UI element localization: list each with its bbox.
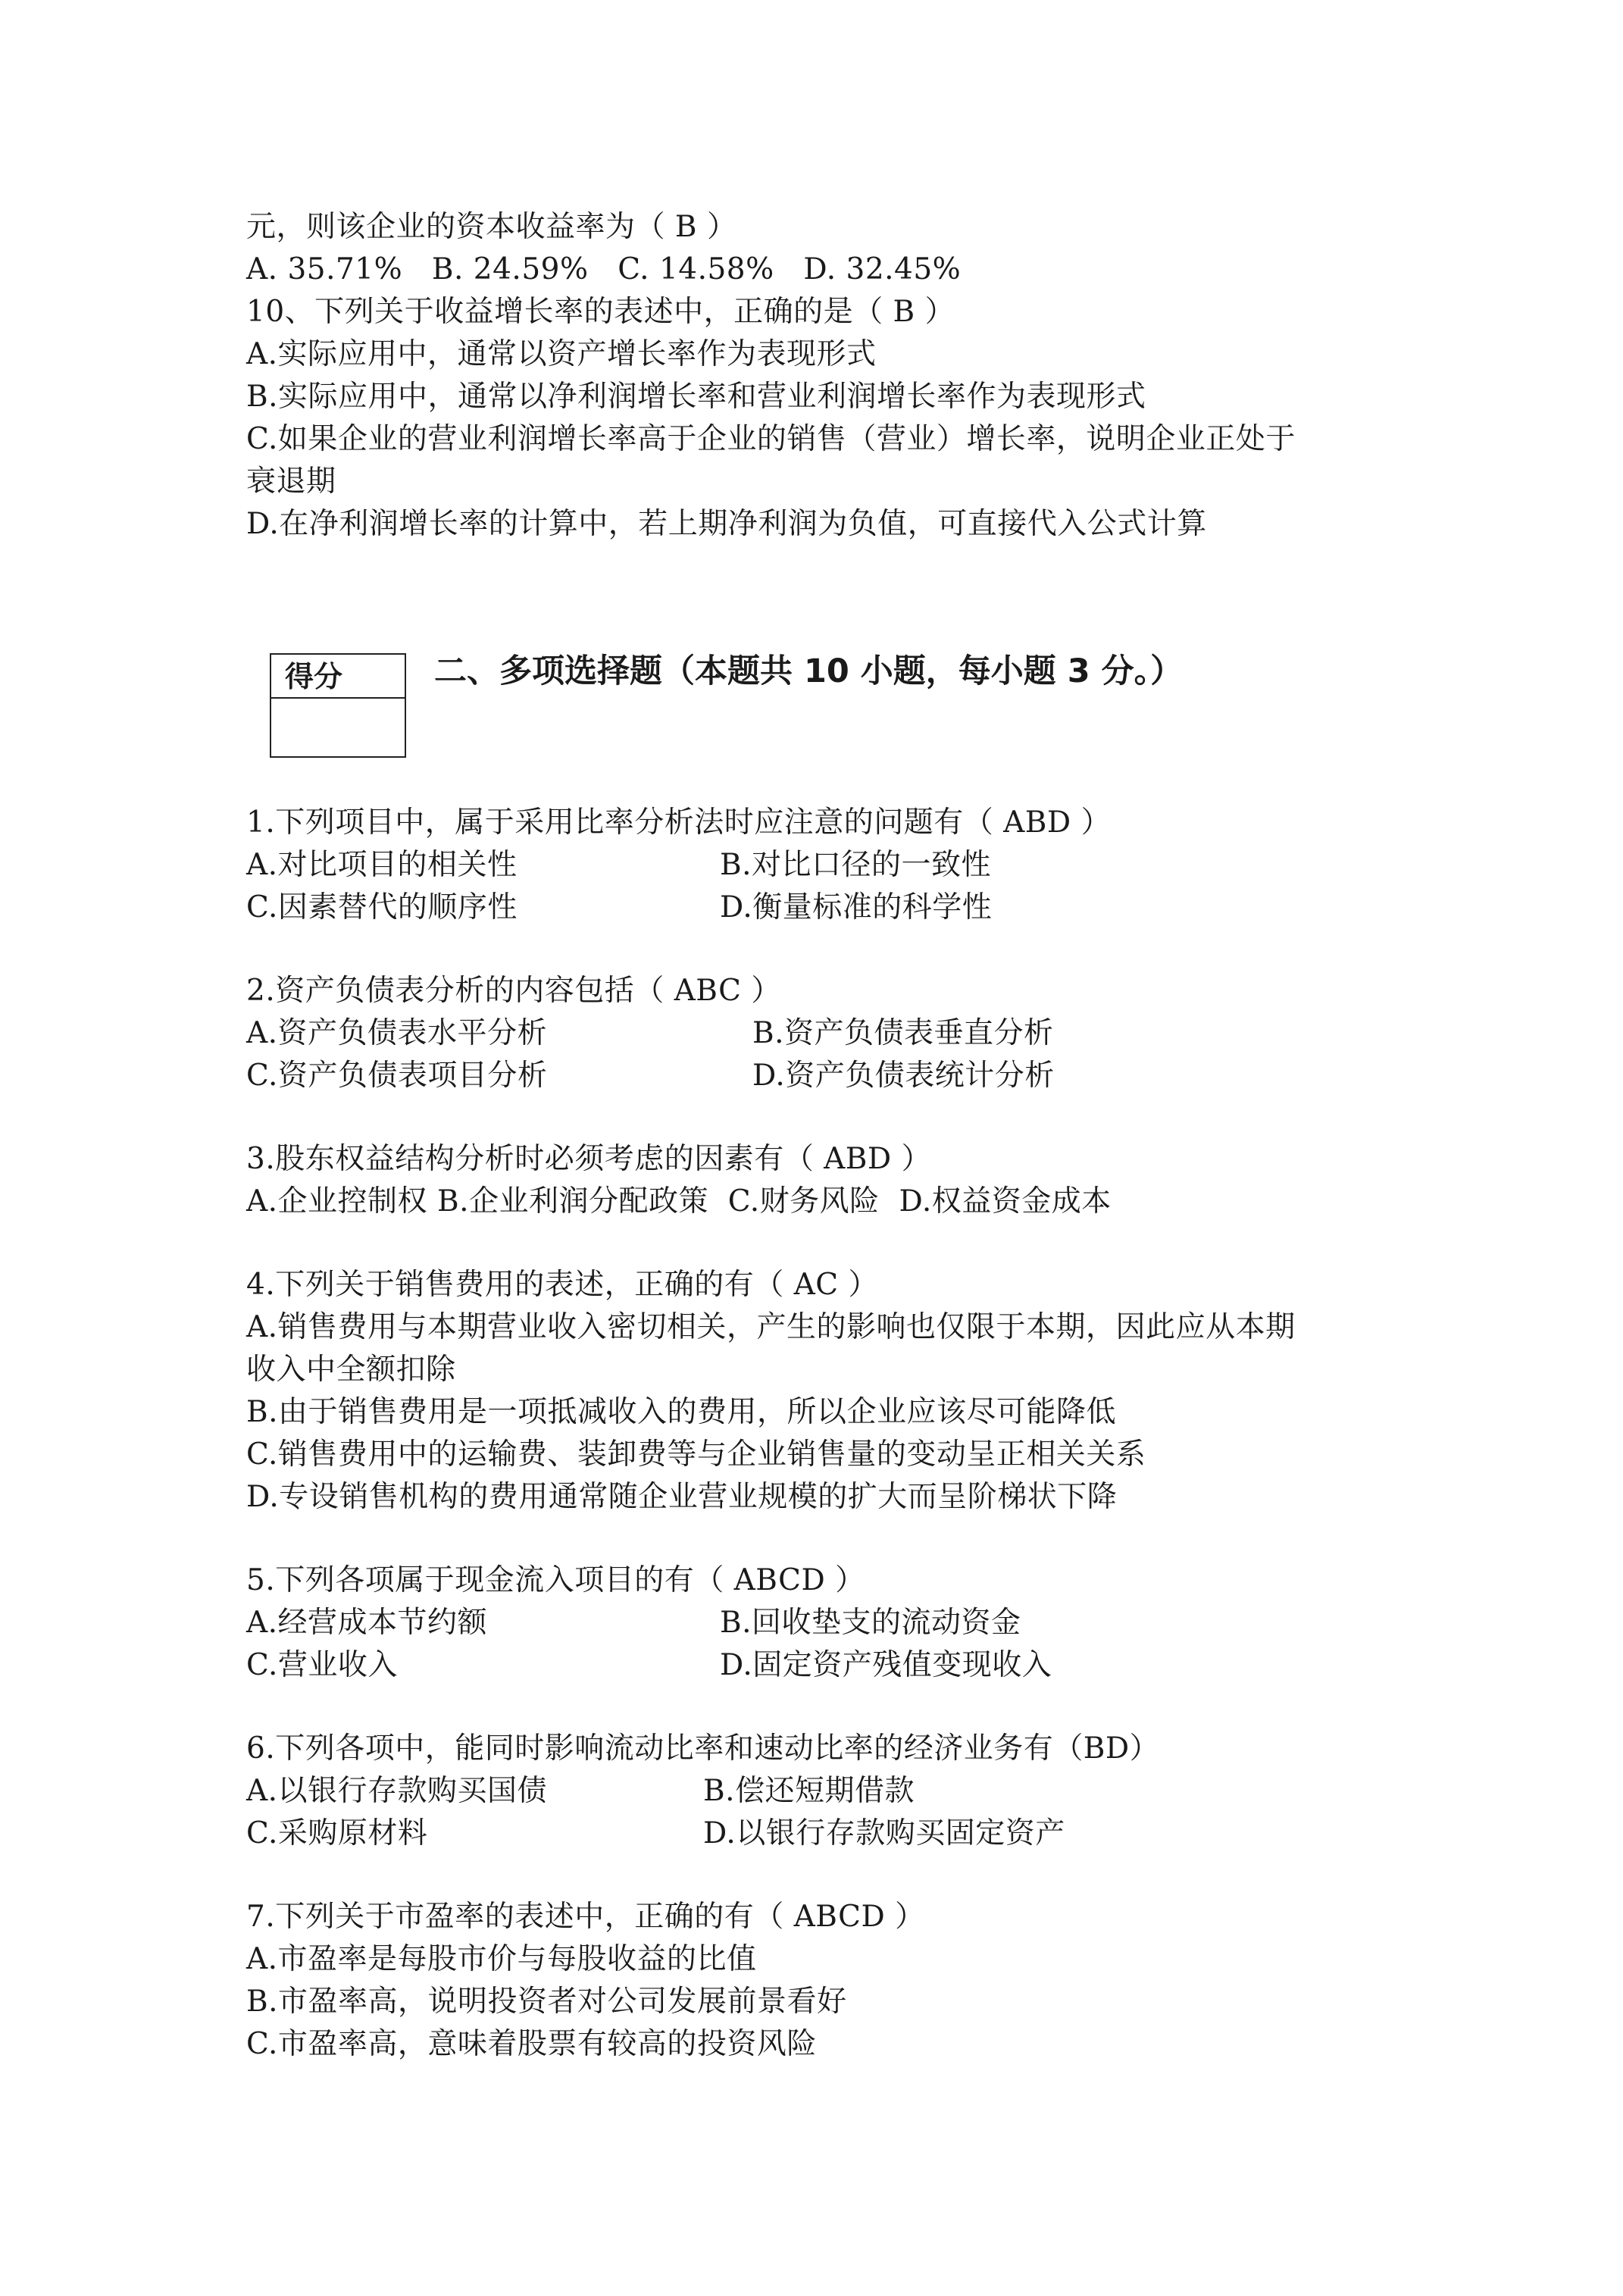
q4-option-a-line1: A.销售费用与本期营业收入密切相关，产生的影响也仅限于本期，因此应从本期 (246, 1310, 1296, 1344)
q7-option-b: B.市盈率高，说明投资者对公司发展前景看好 (246, 1985, 847, 2019)
q1-option-d: D.衡量标准的科学性 (720, 890, 993, 924)
q10-option-b: B.实际应用中，通常以净利润增长率和营业利润增长率作为表现形式 (246, 380, 1146, 414)
q5-option-d: D.固定资产残值变现收入 (720, 1648, 1052, 1682)
q6-option-a: A.以银行存款购买国债 (246, 1774, 548, 1808)
q4-option-d: D.专设销售机构的费用通常随企业营业规模的扩大而呈阶梯状下降 (246, 1480, 1118, 1514)
q2-option-d: D.资产负债表统计分析 (752, 1059, 1055, 1093)
q10-option-c-line1: C.如果企业的营业利润增长率高于企业的销售（营业）增长率，说明企业正处于 (246, 422, 1296, 456)
q6-option-d: D.以银行存款购买固定资产 (703, 1816, 1065, 1850)
q10-option-c-line2: 衰退期 (246, 465, 336, 499)
q2-option-c: C.资产负债表项目分析 (246, 1059, 548, 1093)
q6-option-b: B.偿还短期借款 (703, 1774, 915, 1808)
q4-stem: 4.下列关于销售费用的表述，正确的有（ AC ） (246, 1268, 879, 1302)
q4-option-b: B.由于销售费用是一项抵减收入的费用，所以企业应该尽可能降低 (246, 1395, 1117, 1429)
q3-options: A.企业控制权 B.企业利润分配政策 C.财务风险 D.权益资金成本 (246, 1184, 1112, 1218)
q1-stem: 1.下列项目中，属于采用比率分析法时应注意的问题有（ ABD ） (246, 805, 1112, 840)
q2-option-a: A.资产负债表水平分析 (246, 1016, 548, 1050)
q3-stem: 3.股东权益结构分析时必须考虑的因素有（ ABD ） (246, 1142, 932, 1176)
q7-option-c: C.市盈率高，意味着股票有较高的投资风险 (246, 2027, 817, 2061)
q2-stem: 2.资产负债表分析的内容包括（ ABC ） (246, 974, 781, 1008)
q9-options: A. 35.71% B. 24.59% C. 14.58% D. 32.45% (246, 252, 962, 286)
section-title: 二、多项选择题（本题共 10 小题，每小题 3 分。） (434, 652, 1184, 690)
q10-option-d: D.在净利润增长率的计算中，若上期净利润为负值，可直接代入公式计算 (246, 507, 1207, 541)
q5-option-c: C.营业收入 (246, 1648, 398, 1682)
q4-option-a-line2: 收入中全额扣除 (246, 1353, 456, 1387)
q1-option-a: A.对比项目的相关性 (246, 848, 518, 882)
q6-stem: 6.下列各项中，能同时影响流动比率和速动比率的经济业务有（BD） (246, 1731, 1160, 1766)
q9-stem-tail: 元，则该企业的资本收益率为（ B ） (246, 210, 737, 244)
q5-option-a: A.经营成本节约额 (246, 1606, 488, 1640)
q6-option-c: C.采购原材料 (246, 1816, 428, 1850)
q7-option-a: A.市盈率是每股市价与每股收益的比值 (246, 1942, 757, 1976)
score-box (270, 653, 406, 758)
q10-option-a: A.实际应用中，通常以资产增长率作为表现形式 (246, 337, 877, 371)
q5-option-b: B.回收垫支的流动资金 (720, 1606, 1021, 1640)
q1-option-b: B.对比口径的一致性 (720, 848, 992, 882)
q10-stem: 10、下列关于收益增长率的表述中，正确的是（ B ） (246, 295, 955, 329)
q7-stem: 7.下列关于市盈率的表述中，正确的有（ ABCD ） (246, 1900, 925, 1934)
q4-option-c: C.销售费用中的运输费、装卸费等与企业销售量的变动呈正相关关系 (246, 1437, 1146, 1472)
q2-option-b: B.资产负债表垂直分析 (752, 1016, 1054, 1050)
q5-stem: 5.下列各项属于现金流入项目的有（ ABCD ） (246, 1563, 865, 1597)
score-label: 得分 (271, 655, 405, 699)
q1-option-c: C.因素替代的顺序性 (246, 890, 518, 924)
